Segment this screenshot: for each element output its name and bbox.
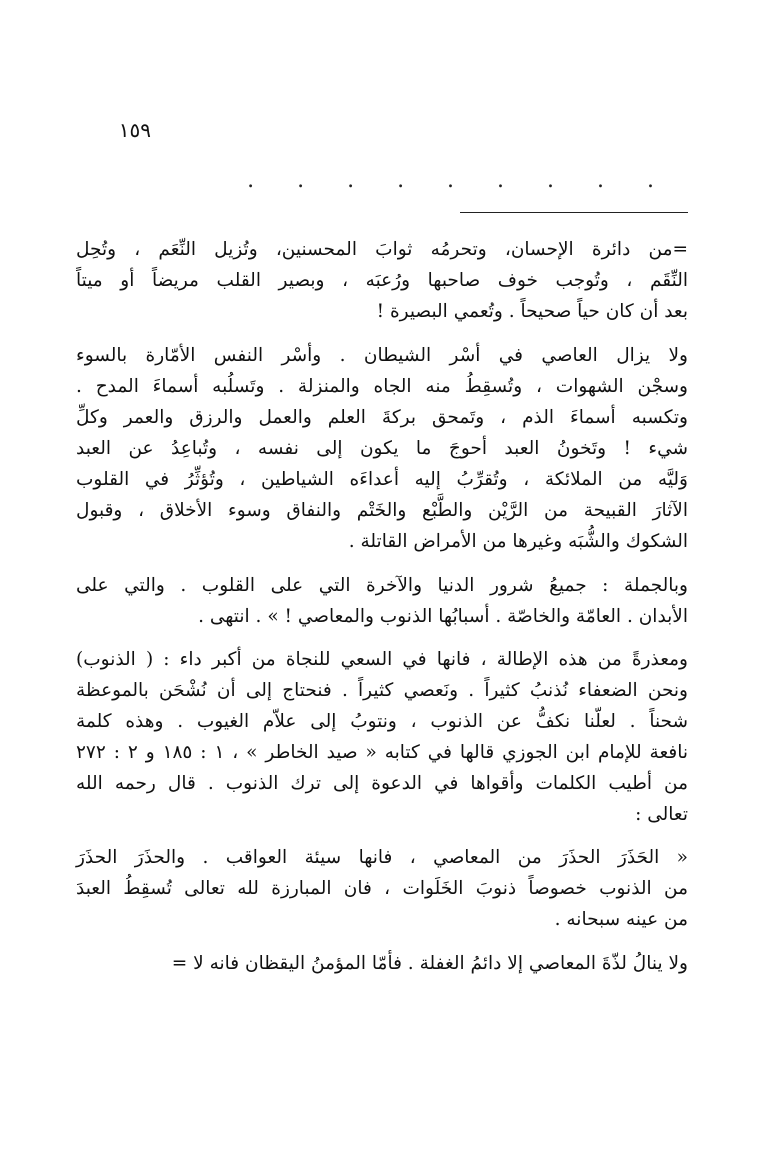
text-line: ونحن الضعفاء نُذنبُ كثيراً . ونَعصي كثيراً . فنحتاج إلى أن نُشْحَن بالموعظة — [76, 680, 688, 701]
text-line: شحناً . لعلّنا نكفُّ عن الذنوب ، ونتوبُ إلى علاّم الغيوب . وهذه كلمة — [76, 711, 688, 732]
text-line: وَليَّه من الملائكة ، وتُقرِّبُ إليه أعداءَه الشياطين ، وتُؤثِّرُ في القلوب — [76, 469, 688, 490]
text-line: من عينه سبحانه . — [554, 909, 688, 930]
text-line: وسجْن الشهوات ، وتُسقِطُ منه الجاه والمنزلة . وتَسلُبه أسماءَ المدح . — [76, 376, 688, 397]
text-line: ولا ينالُ لذّةَ المعاصي إلا دائمُ الغفلة . فأمّا المؤمنُ اليقظان فانه لا = — [171, 953, 688, 974]
paragraph-2 — [76, 340, 688, 557]
text-line: بعد أن كان حياً صحيحاً . وتُعمي البصيرة ! — [376, 301, 688, 322]
text-line: من أطيب الكلمات وأقواها في الدعوة إلى ترك الذنوب . قال رحمه الله — [76, 773, 688, 794]
paragraph-5-quote — [76, 842, 688, 935]
text-line: الشكوك والشُّبَه وغيرها من الأمراض القاتلة . — [348, 531, 688, 552]
text-line: من الذنوب خصوصاً ذنوبَ الخَلَوات ، فان المبارزة لله تعالى تُسقِطُ العبدَ — [76, 878, 688, 899]
paragraph-4 — [76, 644, 688, 830]
ellipsis-dots: . . . . . . . . . — [247, 168, 672, 193]
text-line: وتكسبه أسماءَ الذم ، وتَمحق بركةَ العلم والعمل والرزق والعمر وكلِّ — [76, 407, 688, 428]
text-line: الأبدان . العامّة والخاصّة . أسبابُها الذنوب والمعاصي ! » . انتهى . — [198, 606, 688, 627]
paragraph-6 — [76, 948, 688, 979]
text-line: « الحَذَرَ الحذَرَ من المعاصي ، فانها سيئة العواقب . والحذَرَ الحذَرَ — [76, 847, 688, 868]
paragraph-3 — [76, 570, 688, 632]
text-line: ومعذرةً من هذه الإطالة ، فانها في السعي للنجاة من أكبر داء : ( الذنوب) — [76, 649, 688, 670]
text-line: وبالجملة : جميعُ شرور الدنيا والآخرة التي على القلوب . والتي على — [76, 575, 688, 596]
page-number: ١٥٩ — [118, 118, 151, 142]
text-line: ولا يزال العاصي في أسْر الشيطان . وأسْر النفس الأمّارة بالسوء — [76, 345, 688, 366]
text-line: شيء ! وتَخونُ العبد أحوجَ ما يكون إلى نفسه ، وتُباعِدُ عن العبد — [76, 438, 688, 459]
text-line: تعالى : — [635, 804, 688, 825]
text-line: نافعة للإمام ابن الجوزي قالها في كتابه « صيد الخاطر » ، ١ : ١٨٥ و ٢ : ٢٧٢ — [76, 742, 689, 763]
paragraph-1 — [76, 234, 688, 327]
text-line: =من دائرة الإحسان، وتحرمُه ثوابَ المحسنين، وتُزيل النِّعَم ، وتُحِل — [76, 239, 688, 260]
text-line: النِّقَم ، وتُوجب خوف صاحبها ورُعبَه ، وبصير القلب مريضاً أو ميتاً — [76, 270, 688, 291]
text-line: الآثارَ القبيحة من الرَّيْن والطَّبْع والخَتْم والنفاق وسوء الأخلاق ، وقبول — [76, 500, 688, 521]
footnote-rule — [460, 212, 688, 213]
